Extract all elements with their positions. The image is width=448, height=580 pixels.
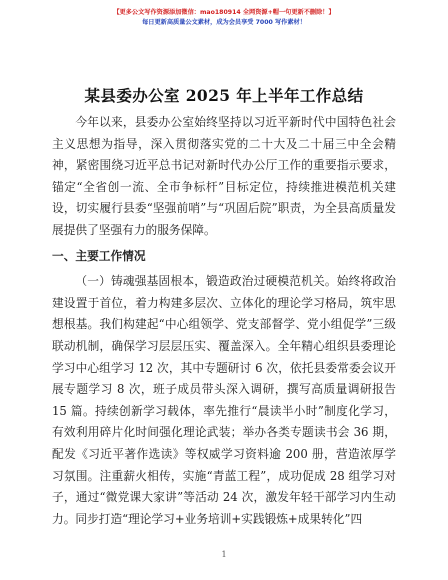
promo-banner-line-2: 每日更新高质量公文素材，成为会员享受 7000 写作素材！ xyxy=(142,19,306,26)
page-number: 1 xyxy=(221,550,227,559)
section-paragraph: （一）铸魂强基固根本，锻造政治过硬模范机关。始终将政治建设置于首位，着力构建多层次、立体化的理论学习格局，筑牢思想根基。我们构建起“中心组领学、党支部督学、党小组促学”三级联动机制，确保学习层层压实、覆盖深入。全年精心组织县委理论学习中心组学习 12 次，其中专题研讨 6 次，依托县委常委会议开展专题学习 8 次，班子成员带头深入调研，撰写高质量调研报告 15 篇。持续创新学习载体，率先推行“晨读半小时”制度化学习，有效利用碎片化时间强化理论武装；举办各类专题读书会 36 期，配发《习近平著作选读》等权威学习资料逾 200 册，营造浓厚学习氛围。注重薪火相传，实施“青蓝工程”，成功促成 28 组学习对子，通过“微党课大家讲”等活动 24 次，激发年轻干部学习内生动力。同步打造“理论学习+业务培训+实践锻炼+成果转化”四 xyxy=(52,274,396,526)
section-heading: 一、主要工作情况 xyxy=(52,248,146,263)
intro-paragraph: 今年以来，县委办公室始终坚持以习近平新时代中国特色社会主义思想为指导，深入贯彻落实党的二十大及二十届三中全会精神，紧密围绕习近平总书记对新时代办公厅工作的重要指示要求，锚定“全省创一流、全市争标杆”目标定位，持续推进模范机关建设，切实履行县委“坚强前哨”与“巩固后院”职责，为全县高质量发展提供了坚强有力的服务保障。 xyxy=(52,115,396,237)
promo-banner xyxy=(0,8,448,28)
document-body xyxy=(52,112,396,530)
promo-banner-line-1: 【更多公文写作资源添加微信：mao180914 全网资源+帽一句更新不删除！】 xyxy=(113,9,335,16)
document-title: 某县委办公室 2025 年上半年工作总结 xyxy=(84,86,364,105)
